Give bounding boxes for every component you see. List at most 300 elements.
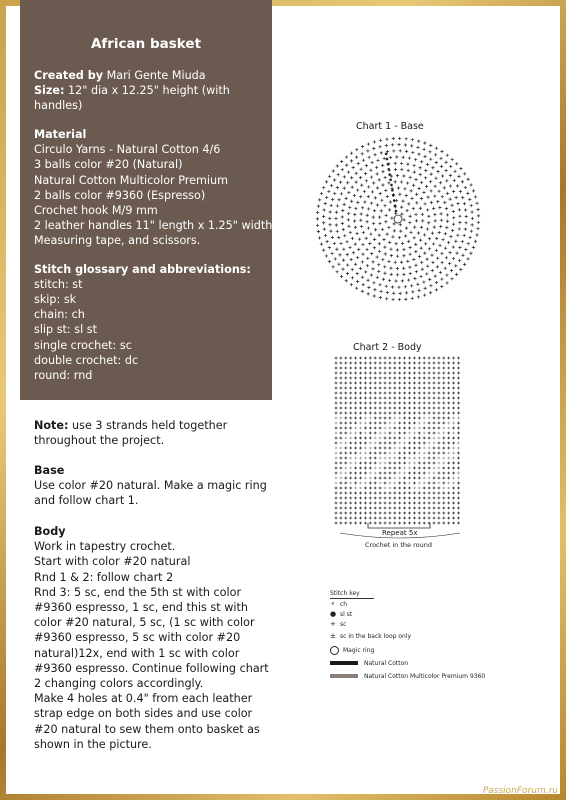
body-stitch-mark: [384, 402, 387, 405]
body-stitch-mark: [384, 382, 387, 385]
body-stitch-mark: [398, 372, 401, 375]
base-stitch-mark: [396, 248, 399, 251]
base-stitch-mark: [452, 216, 455, 219]
base-stitch-mark: [422, 148, 425, 151]
body-stitch-mark: [340, 387, 343, 390]
body-stitch-mark: [389, 437, 392, 440]
base-stitch-mark: [360, 184, 363, 187]
body-stitch-mark: [335, 487, 338, 490]
base-stitch-mark: [443, 186, 446, 189]
base-stitch-mark: [388, 208, 391, 211]
body-stitch-mark: [364, 467, 367, 470]
body-stitch-mark: [433, 392, 436, 395]
body-stitch-mark: [433, 457, 436, 460]
glossary-item: stitch: st: [34, 278, 83, 292]
body-stitch-mark: [408, 362, 411, 365]
base-stitch-mark: [423, 233, 426, 236]
body-stitch-mark: [457, 507, 460, 510]
base-stitch-mark: [320, 192, 323, 195]
base-text: Use color #20 natural. Make a magic ring and follow chart 1.: [34, 479, 267, 508]
base-stitch-mark: [372, 281, 375, 284]
body-stitch-mark: [349, 457, 352, 460]
base-stitch-mark: [356, 188, 359, 191]
body-stitch-mark: [354, 402, 357, 405]
body-stitch-mark: [418, 357, 421, 360]
base-stitch-mark: [324, 202, 327, 205]
body-stitch-mark: [428, 362, 431, 365]
body-stitch-mark: [344, 447, 347, 450]
base-stitch-mark: [385, 138, 388, 141]
base-stitch-mark: [380, 199, 383, 202]
body-stitch-mark: [452, 417, 455, 420]
body-stitch-mark: [433, 507, 436, 510]
body-stitch-mark: [349, 402, 352, 405]
body-stitch-mark: [384, 392, 387, 395]
body-stitch-mark: [398, 437, 401, 440]
body-stitch-mark: [418, 457, 421, 460]
body-stitch-mark: [349, 447, 352, 450]
body-stitch-mark: [398, 487, 401, 490]
body-stitch-mark: [452, 387, 455, 390]
base-stitch-mark: [448, 251, 451, 254]
base-stitch-mark: [402, 248, 405, 251]
body-stitch-mark: [428, 437, 431, 440]
body-stitch-mark: [384, 422, 387, 425]
body-stitch-mark: [369, 452, 372, 455]
body-stitch-mark: [438, 392, 441, 395]
base-stitch-mark: [379, 296, 382, 299]
body-stitch-mark: [374, 457, 377, 460]
slip-stitch-mark: [388, 168, 391, 171]
base-stitch-mark: [433, 213, 436, 216]
base-stitch-mark: [380, 151, 383, 154]
body-stitch-mark: [393, 462, 396, 465]
body-stitch-mark: [354, 372, 357, 375]
body-stitch-mark: [389, 417, 392, 420]
body-stitch-mark: [452, 402, 455, 405]
material-list: [34, 142, 272, 248]
base-stitch-mark: [373, 288, 376, 291]
body-stitch-mark: [369, 472, 372, 475]
base-stitch-mark: [471, 217, 474, 220]
body-stitch-mark: [447, 382, 450, 385]
body-stitch-mark: [340, 497, 343, 500]
body-stitch-mark: [457, 497, 460, 500]
body-stitch-mark: [438, 417, 441, 420]
base-stitch-mark: [328, 175, 331, 178]
body-stitch-mark: [374, 502, 377, 505]
body-stitch-mark: [428, 382, 431, 385]
body-stitch-mark: [413, 372, 416, 375]
body-stitch-mark: [364, 367, 367, 370]
body-stitch-mark: [364, 447, 367, 450]
base-stitch-mark: [477, 214, 480, 217]
body-stitch-mark: [408, 357, 411, 360]
base-stitch-mark: [347, 170, 350, 173]
body-stitch-mark: [447, 477, 450, 480]
body-stitch-mark: [408, 447, 411, 450]
body-stitch-mark: [349, 472, 352, 475]
body-stitch-mark: [447, 497, 450, 500]
body-stitch-mark: [447, 482, 450, 485]
base-stitch-mark: [455, 162, 458, 165]
body-stitch-mark: [354, 427, 357, 430]
body-stitch-mark: [359, 442, 362, 445]
body-stitch-mark: [384, 417, 387, 420]
body-stitch-mark: [423, 402, 426, 405]
base-stitch-mark: [361, 206, 364, 209]
body-stitch-mark: [428, 472, 431, 475]
body-stitch-mark: [369, 482, 372, 485]
body-stitch-mark: [442, 362, 445, 365]
body-stitch-mark: [408, 442, 411, 445]
base-stitch-mark: [386, 195, 389, 198]
base-stitch-mark: [341, 222, 344, 225]
base-stitch-mark: [322, 249, 325, 252]
body-stitch-mark: [364, 442, 367, 445]
body-stitch-mark: [340, 432, 343, 435]
body-stitch-mark: [398, 497, 401, 500]
base-stitch-mark: [465, 215, 468, 218]
body-stitch-mark: [418, 387, 421, 390]
body-stitch-mark: [389, 427, 392, 430]
body-stitch-mark: [369, 497, 372, 500]
base-stitch-mark: [392, 292, 395, 295]
base-stitch-mark: [376, 159, 379, 162]
base-stitch-mark: [439, 181, 442, 184]
base-stitch-mark: [362, 231, 365, 234]
body-stitch-mark: [354, 432, 357, 435]
base-stitch-mark: [451, 158, 454, 161]
body-stitch-mark: [393, 357, 396, 360]
body-stitch-mark: [344, 422, 347, 425]
base-stitch-mark: [446, 213, 449, 216]
body-stitch-mark: [433, 407, 436, 410]
body-stitch-mark: [349, 417, 352, 420]
body-stitch-mark: [369, 397, 372, 400]
body-stitch-mark: [413, 427, 416, 430]
body-stitch-mark: [379, 422, 382, 425]
slip-stitch-mark: [395, 210, 398, 213]
body-stitch-mark: [393, 432, 396, 435]
base-stitch-mark: [446, 220, 449, 223]
body-stitch-mark: [442, 402, 445, 405]
base-stitch-mark: [452, 257, 455, 260]
body-stitch-mark: [374, 462, 377, 465]
base-stitch-mark: [357, 248, 360, 251]
base-stitch-mark: [373, 238, 376, 241]
base-stitch-mark: [354, 243, 357, 246]
body-stitch-mark: [344, 387, 347, 390]
body-stitch-mark: [340, 357, 343, 360]
base-stitch-mark: [360, 168, 363, 171]
base-stitch-mark: [425, 185, 428, 188]
base-stitch-mark: [342, 228, 345, 231]
body-stitch-mark: [418, 392, 421, 395]
body-stitch-mark: [349, 427, 352, 430]
body-stitch-mark: [442, 442, 445, 445]
base-stitch-mark: [359, 267, 362, 270]
base-stitch-mark: [428, 278, 431, 281]
body-stitch-mark: [408, 392, 411, 395]
body-stitch-mark: [433, 432, 436, 435]
body-stitch-mark: [389, 482, 392, 485]
body-stitch-mark: [428, 357, 431, 360]
base-stitch-mark: [367, 207, 370, 210]
body-stitch-mark: [384, 437, 387, 440]
body-stitch-mark: [423, 502, 426, 505]
body-stitch-mark: [384, 447, 387, 450]
base-stitch-mark: [419, 173, 422, 176]
body-stitch-mark: [389, 487, 392, 490]
base-stitch-mark: [459, 190, 462, 193]
base-stitch-mark: [426, 265, 429, 268]
base-stitch-mark: [421, 219, 424, 222]
base-stitch-mark: [383, 204, 386, 207]
body-stitch-mark: [398, 427, 401, 430]
base-stitch-mark: [423, 252, 426, 255]
body-stitch-mark: [457, 437, 460, 440]
body-stitch-mark: [369, 512, 372, 515]
body-stitch-mark: [379, 467, 382, 470]
body-stitch-mark: [379, 382, 382, 385]
body-stitch-mark: [408, 477, 411, 480]
body-stitch-mark: [447, 407, 450, 410]
body-stitch-mark: [393, 392, 396, 395]
base-stitch-mark: [439, 271, 442, 274]
base-stitch-mark: [456, 202, 459, 205]
base-stitch-mark: [461, 196, 464, 199]
base-stitch-mark: [414, 178, 417, 181]
slip-stitch-mark: [391, 189, 394, 192]
body-stitch-mark: [389, 507, 392, 510]
base-stitch-mark: [378, 250, 381, 253]
body-stitch-mark: [398, 422, 401, 425]
base-stitch-mark: [370, 273, 373, 276]
base-stitch-mark: [426, 208, 429, 211]
base-stitch-mark: [376, 186, 379, 189]
base-stitch-mark: [366, 220, 369, 223]
base-stitch-mark: [341, 268, 344, 271]
body-stitch-mark: [433, 482, 436, 485]
body-stitch-mark: [457, 372, 460, 375]
body-stitch-mark: [359, 482, 362, 485]
body-stitch-mark: [447, 402, 450, 405]
base-stitch-mark: [400, 261, 403, 264]
body-stitch-mark: [398, 392, 401, 395]
body-stitch-mark: [374, 477, 377, 480]
body-stitch-mark: [413, 492, 416, 495]
body-stitch-mark: [428, 367, 431, 370]
base-stitch-mark: [463, 172, 466, 175]
body-stitch-mark: [433, 452, 436, 455]
body-stitch-mark: [359, 367, 362, 370]
body-stitch-mark: [335, 402, 338, 405]
base-stitch-mark: [383, 246, 386, 249]
base-stitch-mark: [347, 212, 350, 215]
body-stitch-mark: [374, 367, 377, 370]
body-stitch-mark: [403, 357, 406, 360]
base-stitch-mark: [393, 222, 396, 225]
base-stitch-mark: [325, 196, 328, 199]
base-stitch-mark: [381, 228, 384, 231]
base-stitch-mark: [417, 187, 420, 190]
base-stitch-mark: [455, 252, 458, 255]
base-stitch-mark: [333, 178, 336, 181]
base-stitch-mark: [405, 150, 408, 153]
base-stitch-mark: [380, 209, 383, 212]
body-stitch-mark: [379, 492, 382, 495]
base-stitch-mark: [464, 228, 467, 231]
body-line: Make 4 holes at 0.4" from each leather strap edge on both sides and use color #20 natural to sew them onto basket as shown in the picture.: [34, 692, 260, 751]
body-stitch-mark: [442, 492, 445, 495]
body-stitch-mark: [398, 367, 401, 370]
body-stitch-mark: [433, 397, 436, 400]
material-item: Natural Cotton Multicolor Premium: [34, 173, 228, 187]
body-stitch-mark: [349, 422, 352, 425]
body-stitch-mark: [379, 357, 382, 360]
base-stitch-mark: [328, 260, 331, 263]
body-stitch-mark: [349, 487, 352, 490]
base-stitch-mark: [337, 263, 340, 266]
body-stitch-mark: [433, 387, 436, 390]
body-stitch-mark: [364, 392, 367, 395]
body-stitch-mark: [354, 412, 357, 415]
body-stitch-mark: [442, 457, 445, 460]
body-stitch-mark: [344, 397, 347, 400]
base-stitch-mark: [332, 265, 335, 268]
base-stitch-mark: [400, 206, 403, 209]
key-slst: sl st: [340, 610, 353, 618]
base-stitch-mark: [385, 144, 388, 147]
base-stitch-mark: [433, 194, 436, 197]
body-stitch-mark: [354, 487, 357, 490]
base-stitch-mark: [332, 169, 335, 172]
body-stitch-mark: [349, 367, 352, 370]
slip-stitch-mark: [393, 199, 396, 202]
base-stitch-mark: [459, 268, 462, 271]
body-stitch-mark: [369, 412, 372, 415]
base-stitch-mark: [459, 167, 462, 170]
body-stitch-mark: [408, 417, 411, 420]
body-stitch-mark: [369, 437, 372, 440]
body-stitch-mark: [438, 437, 441, 440]
body-stitch-mark: [418, 422, 421, 425]
base-stitch-mark: [432, 207, 435, 210]
base-stitch-mark: [369, 169, 372, 172]
base-stitch-mark: [334, 217, 337, 220]
body-stitch-mark: [452, 457, 455, 460]
body-stitch-mark: [379, 437, 382, 440]
base-stitch-mark: [316, 217, 319, 220]
body-stitch-mark: [428, 402, 431, 405]
base-stitch-mark: [464, 208, 467, 211]
base-stitch-mark: [453, 179, 456, 182]
base-stitch-mark: [373, 140, 376, 143]
body-stitch-mark: [418, 362, 421, 365]
base-stitch-mark: [374, 228, 377, 231]
base-stitch-mark: [444, 169, 447, 172]
body-stitch-mark: [428, 502, 431, 505]
key-title: Stitch key: [330, 588, 374, 599]
base-stitch-mark: [467, 242, 470, 245]
body-stitch-mark: [359, 507, 362, 510]
body-stitch-mark: [418, 497, 421, 500]
body-stitch-mark: [340, 452, 343, 455]
body-stitch-mark: [384, 452, 387, 455]
repeat-label: Repeat 5x: [382, 529, 418, 537]
body-stitch-mark: [374, 387, 377, 390]
base-stitch-mark: [351, 237, 354, 240]
base-stitch-mark: [417, 231, 420, 234]
body-stitch-mark: [423, 387, 426, 390]
body-stitch-mark: [418, 437, 421, 440]
body-stitch-mark: [389, 392, 392, 395]
base-stitch-mark: [390, 254, 393, 257]
body-stitch-mark: [340, 392, 343, 395]
body-stitch-mark: [364, 372, 367, 375]
body-stitch-mark: [403, 392, 406, 395]
body-stitch-mark: [452, 362, 455, 365]
body-stitch-mark: [335, 362, 338, 365]
body-stitch-mark: [418, 407, 421, 410]
base-stitch-mark: [437, 190, 440, 193]
base-stitch-mark: [405, 194, 408, 197]
body-stitch-mark: [403, 367, 406, 370]
body-stitch-mark: [379, 392, 382, 395]
body-stitch-mark: [389, 447, 392, 450]
body-stitch-mark: [433, 487, 436, 490]
base-stitch-mark: [392, 149, 395, 152]
chart2-title: Chart 2 - Body: [353, 342, 422, 353]
base-stitch-mark: [366, 257, 369, 260]
base-stitch-mark: [448, 262, 451, 265]
base-stitch-mark: [336, 164, 339, 167]
body-stitch-mark: [428, 492, 431, 495]
base-stitch-mark: [440, 285, 443, 288]
body-stitch-mark: [428, 457, 431, 460]
natural-color-swatch: [330, 661, 358, 665]
body-stitch-mark: [340, 512, 343, 515]
base-stitch-mark: [325, 254, 328, 257]
body-stitch-mark: [442, 392, 445, 395]
base-stitch-mark: [336, 186, 339, 189]
body-stitch-mark: [442, 477, 445, 480]
body-stitch-mark: [374, 507, 377, 510]
body-stitch-mark: [423, 482, 426, 485]
base-stitch-mark: [429, 291, 432, 294]
body-stitch-mark: [423, 367, 426, 370]
body-stitch-mark: [403, 372, 406, 375]
base-stitch-mark: [450, 277, 453, 280]
base-stitch-mark: [378, 216, 381, 219]
base-stitch-mark: [424, 176, 427, 179]
body-stitch-mark: [442, 412, 445, 415]
base-stitch-mark: [384, 220, 387, 223]
base-stitch-mark: [398, 193, 401, 196]
base-stitch-mark: [393, 229, 396, 232]
body-stitch-mark: [413, 507, 416, 510]
body-stitch-mark: [447, 412, 450, 415]
body-stitch-mark: [384, 397, 387, 400]
base-stitch-mark: [334, 257, 337, 260]
base-stitch-mark: [345, 279, 348, 282]
body-stitch-mark: [408, 422, 411, 425]
body-stitch-mark: [423, 512, 426, 515]
body-stitch-mark: [359, 462, 362, 465]
body-stitch-mark: [403, 427, 406, 430]
slip-stitch-symbol-icon: ●: [330, 610, 337, 618]
